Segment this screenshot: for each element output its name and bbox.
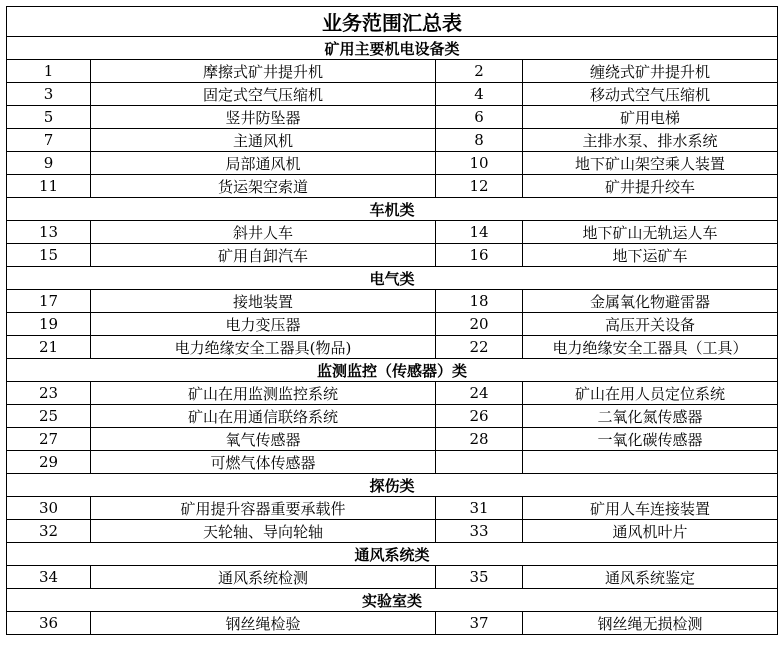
item-name-right: 通风系统鉴定 <box>523 566 778 589</box>
item-number-left: 23 <box>7 382 91 405</box>
category-row <box>7 359 778 382</box>
table-row <box>7 566 778 589</box>
item-number-left: 21 <box>7 336 91 359</box>
item-name-right: 钢丝绳无损检测 <box>523 612 778 635</box>
item-number-right: 16 <box>436 244 523 267</box>
item-number-right <box>436 451 523 474</box>
table-row <box>7 106 778 129</box>
table-row <box>7 60 778 83</box>
category-row <box>7 474 778 497</box>
item-name-right: 地下矿山架空乘人装置 <box>523 152 778 175</box>
item-number-left: 5 <box>7 106 91 129</box>
item-name-left: 钢丝绳检验 <box>91 612 436 635</box>
item-name-right: 缠绕式矿井提升机 <box>523 60 778 83</box>
item-name-left: 斜井人车 <box>91 221 436 244</box>
item-number-right: 4 <box>436 83 523 106</box>
item-number-right: 6 <box>436 106 523 129</box>
item-name-left: 固定式空气压缩机 <box>91 83 436 106</box>
item-name-left: 竖井防坠器 <box>91 106 436 129</box>
item-number-left: 32 <box>7 520 91 543</box>
item-number-left: 36 <box>7 612 91 635</box>
item-name-left: 可燃气体传感器 <box>91 451 436 474</box>
category-row <box>7 198 778 221</box>
item-number-right: 20 <box>436 313 523 336</box>
item-name-left: 摩擦式矿井提升机 <box>91 60 436 83</box>
item-number-left: 25 <box>7 405 91 428</box>
item-number-left: 19 <box>7 313 91 336</box>
item-name-left: 接地装置 <box>91 290 436 313</box>
item-number-right: 33 <box>436 520 523 543</box>
item-name-left: 货运架空索道 <box>91 175 436 198</box>
item-name-left: 主通风机 <box>91 129 436 152</box>
category-heading: 探伤类 <box>7 474 778 497</box>
item-name-right: 主排水泵、排水系统 <box>523 129 778 152</box>
table-row <box>7 428 778 451</box>
business-scope-sheet <box>6 6 777 635</box>
table-row <box>7 497 778 520</box>
item-name-left: 矿山在用监测监控系统 <box>91 382 436 405</box>
item-name-right: 一氧化碳传感器 <box>523 428 778 451</box>
item-number-right: 37 <box>436 612 523 635</box>
table-row <box>7 83 778 106</box>
item-number-left: 17 <box>7 290 91 313</box>
item-number-right: 28 <box>436 428 523 451</box>
item-name-left: 矿用自卸汽车 <box>91 244 436 267</box>
category-heading: 车机类 <box>7 198 778 221</box>
category-heading: 实验室类 <box>7 589 778 612</box>
item-name-left: 矿用提升容器重要承载件 <box>91 497 436 520</box>
item-number-left: 9 <box>7 152 91 175</box>
item-number-right: 31 <box>436 497 523 520</box>
item-name-right: 金属氧化物避雷器 <box>523 290 778 313</box>
item-name-right <box>523 451 778 474</box>
item-name-left: 氧气传感器 <box>91 428 436 451</box>
item-number-left: 11 <box>7 175 91 198</box>
item-name-left: 电力变压器 <box>91 313 436 336</box>
table-row <box>7 313 778 336</box>
category-row <box>7 267 778 290</box>
table-row <box>7 336 778 359</box>
item-number-right: 35 <box>436 566 523 589</box>
category-row <box>7 543 778 566</box>
item-name-right: 矿山在用人员定位系统 <box>523 382 778 405</box>
item-name-right: 通风机叶片 <box>523 520 778 543</box>
item-number-left: 3 <box>7 83 91 106</box>
item-number-left: 30 <box>7 497 91 520</box>
table-row <box>7 405 778 428</box>
table-row <box>7 129 778 152</box>
item-name-right: 二氧化氮传感器 <box>523 405 778 428</box>
item-number-left: 13 <box>7 221 91 244</box>
table-row <box>7 612 778 635</box>
table-row <box>7 152 778 175</box>
table-row <box>7 520 778 543</box>
item-name-right: 矿用人车连接装置 <box>523 497 778 520</box>
item-number-right: 10 <box>436 152 523 175</box>
item-number-right: 26 <box>436 405 523 428</box>
summary-table <box>6 6 778 635</box>
title-row <box>7 7 778 37</box>
category-row <box>7 37 778 60</box>
table-row <box>7 175 778 198</box>
category-heading: 监测监控（传感器）类 <box>7 359 778 382</box>
item-number-right: 24 <box>436 382 523 405</box>
item-name-left: 天轮轴、导向轮轴 <box>91 520 436 543</box>
item-number-left: 7 <box>7 129 91 152</box>
item-number-left: 15 <box>7 244 91 267</box>
item-name-right: 移动式空气压缩机 <box>523 83 778 106</box>
item-name-right: 地下矿山无轨运人车 <box>523 221 778 244</box>
item-name-left: 矿山在用通信联络系统 <box>91 405 436 428</box>
item-name-left: 局部通风机 <box>91 152 436 175</box>
item-number-left: 27 <box>7 428 91 451</box>
item-name-right: 矿井提升绞车 <box>523 175 778 198</box>
table-title: 业务范围汇总表 <box>7 7 778 37</box>
item-name-right: 电力绝缘安全工器具（工具） <box>523 336 778 359</box>
item-name-left: 电力绝缘安全工器具(物品) <box>91 336 436 359</box>
table-row <box>7 221 778 244</box>
item-number-left: 1 <box>7 60 91 83</box>
item-number-right: 22 <box>436 336 523 359</box>
category-row <box>7 589 778 612</box>
table-row <box>7 244 778 267</box>
table-row <box>7 451 778 474</box>
item-name-right: 矿用电梯 <box>523 106 778 129</box>
item-number-right: 18 <box>436 290 523 313</box>
item-number-left: 34 <box>7 566 91 589</box>
category-heading: 通风系统类 <box>7 543 778 566</box>
item-number-right: 2 <box>436 60 523 83</box>
table-row <box>7 382 778 405</box>
item-name-right: 地下运矿车 <box>523 244 778 267</box>
item-number-right: 8 <box>436 129 523 152</box>
category-heading: 电气类 <box>7 267 778 290</box>
table-row <box>7 290 778 313</box>
item-number-right: 14 <box>436 221 523 244</box>
item-name-left: 通风系统检测 <box>91 566 436 589</box>
item-number-left: 29 <box>7 451 91 474</box>
item-name-right: 高压开关设备 <box>523 313 778 336</box>
category-heading: 矿用主要机电设备类 <box>7 37 778 60</box>
item-number-right: 12 <box>436 175 523 198</box>
